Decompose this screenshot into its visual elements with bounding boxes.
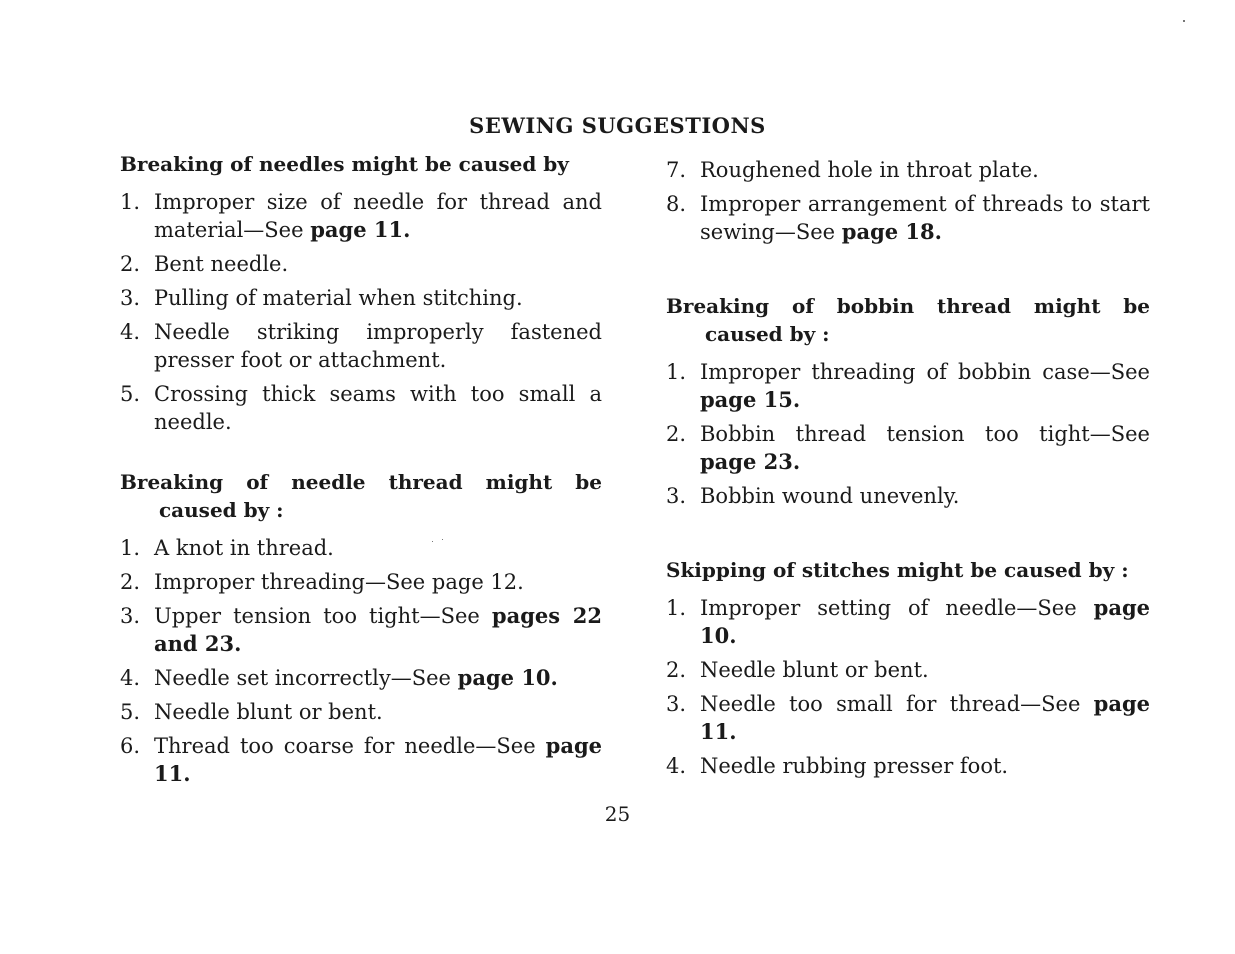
- list-item: [666, 482, 1150, 510]
- list-item: [666, 420, 1150, 476]
- item-text: Improper arrangement of threads to start sewing—See: [700, 192, 1150, 244]
- item-text: Bobbin wound unevenly.: [700, 484, 960, 508]
- scan-speck: [442, 539, 443, 540]
- item-page-ref: page 11.: [700, 691, 1150, 744]
- item-text: Roughened hole in throat plate.: [700, 158, 1039, 182]
- item-page-ref: pages 22 and 23.: [154, 603, 602, 656]
- item-number: 2.: [120, 252, 141, 276]
- list-item: [666, 690, 1150, 746]
- item-text: Upper tension too tight—See: [154, 604, 492, 628]
- item-number: 5.: [120, 382, 141, 406]
- list-skipping: [666, 594, 1150, 780]
- item-number: 3.: [120, 286, 141, 310]
- item-number: 2.: [666, 422, 687, 446]
- item-number: 2.: [120, 570, 141, 594]
- item-page-ref: page 18.: [841, 219, 942, 244]
- item-number: 8.: [666, 192, 687, 216]
- item-number: 3.: [666, 484, 687, 508]
- scan-speck: [1183, 20, 1185, 22]
- item-text: Bobbin thread tension too tight—See: [700, 422, 1150, 446]
- item-page-ref: page 23.: [700, 449, 801, 474]
- list-item: [120, 284, 602, 312]
- item-number: 4.: [120, 320, 141, 344]
- item-text: Needle set incorrectly—See: [154, 666, 458, 690]
- item-text: Improper size of needle for thread and material—See: [154, 190, 602, 242]
- list-needles-continued: [666, 156, 1150, 246]
- item-number: 6.: [120, 734, 141, 758]
- page-number: 25: [604, 802, 631, 826]
- item-number: 1.: [666, 360, 687, 384]
- item-number: 3.: [666, 692, 687, 716]
- item-text: Pulling of material when stitching.: [154, 286, 523, 310]
- item-number: 5.: [120, 700, 141, 724]
- item-page-ref: page 15.: [700, 387, 801, 412]
- item-page-ref: page 10.: [457, 665, 558, 690]
- list-item: [120, 188, 602, 244]
- item-page-ref: page 11.: [310, 217, 411, 242]
- list-item: [120, 698, 602, 726]
- item-number: 2.: [666, 658, 687, 682]
- item-number: 4.: [120, 666, 141, 690]
- item-page-ref: page 10.: [700, 595, 1150, 648]
- section-heading-needle-thread: Breaking of needle thread might be caused by :: [120, 470, 602, 522]
- item-text: Improper setting of needle—See: [700, 596, 1094, 620]
- list-item: [666, 656, 1150, 684]
- right-column: [666, 156, 1150, 786]
- item-number: 7.: [666, 158, 687, 182]
- item-text: Crossing thick seams with too small a needle.: [154, 382, 602, 434]
- item-number: 1.: [120, 536, 141, 560]
- list-item: [666, 594, 1150, 650]
- list-needles: [120, 188, 602, 436]
- list-bobbin-thread: [666, 358, 1150, 510]
- scan-speck: [432, 541, 433, 542]
- list-item: [120, 250, 602, 278]
- item-text: Improper threading of bobbin case—See: [700, 360, 1150, 384]
- section-heading-bobbin-thread: Breaking of bobbin thread might be caused by :: [666, 294, 1150, 346]
- item-text: Needle blunt or bent.: [700, 658, 929, 682]
- list-item: [120, 380, 602, 436]
- item-text: Thread too coarse for needle—See: [154, 734, 546, 758]
- item-text: Bent needle.: [154, 252, 289, 276]
- item-text: Needle rubbing presser foot.: [700, 754, 1009, 778]
- list-item: [666, 190, 1150, 246]
- section-heading-skipping: Skipping of stitches might be caused by :: [666, 558, 1129, 582]
- item-text: A knot in thread.: [154, 536, 334, 560]
- list-item: [120, 534, 602, 562]
- section-heading-needles: Breaking of needles might be caused by: [120, 152, 569, 176]
- list-item: [120, 664, 602, 692]
- item-text: Needle blunt or bent.: [154, 700, 383, 724]
- list-needle-thread: [120, 534, 602, 788]
- left-column: [120, 150, 602, 794]
- page-title: SEWING SUGGESTIONS: [469, 113, 766, 138]
- list-item: [120, 732, 602, 788]
- list-item: [120, 318, 602, 374]
- item-number: 4.: [666, 754, 687, 778]
- list-item: [666, 358, 1150, 414]
- item-number: 1.: [666, 596, 687, 620]
- item-text: Improper threading—See page 12.: [154, 570, 524, 594]
- list-item: [120, 602, 602, 658]
- list-item: [666, 156, 1150, 184]
- item-number: 1.: [120, 190, 141, 214]
- item-text: Needle too small for thread—See: [700, 692, 1094, 716]
- list-item: [120, 568, 602, 596]
- list-item: [666, 752, 1150, 780]
- item-page-ref: page 11.: [154, 733, 602, 786]
- item-text: Needle striking improperly fastened presser foot or attachment.: [154, 320, 602, 372]
- item-number: 3.: [120, 604, 141, 628]
